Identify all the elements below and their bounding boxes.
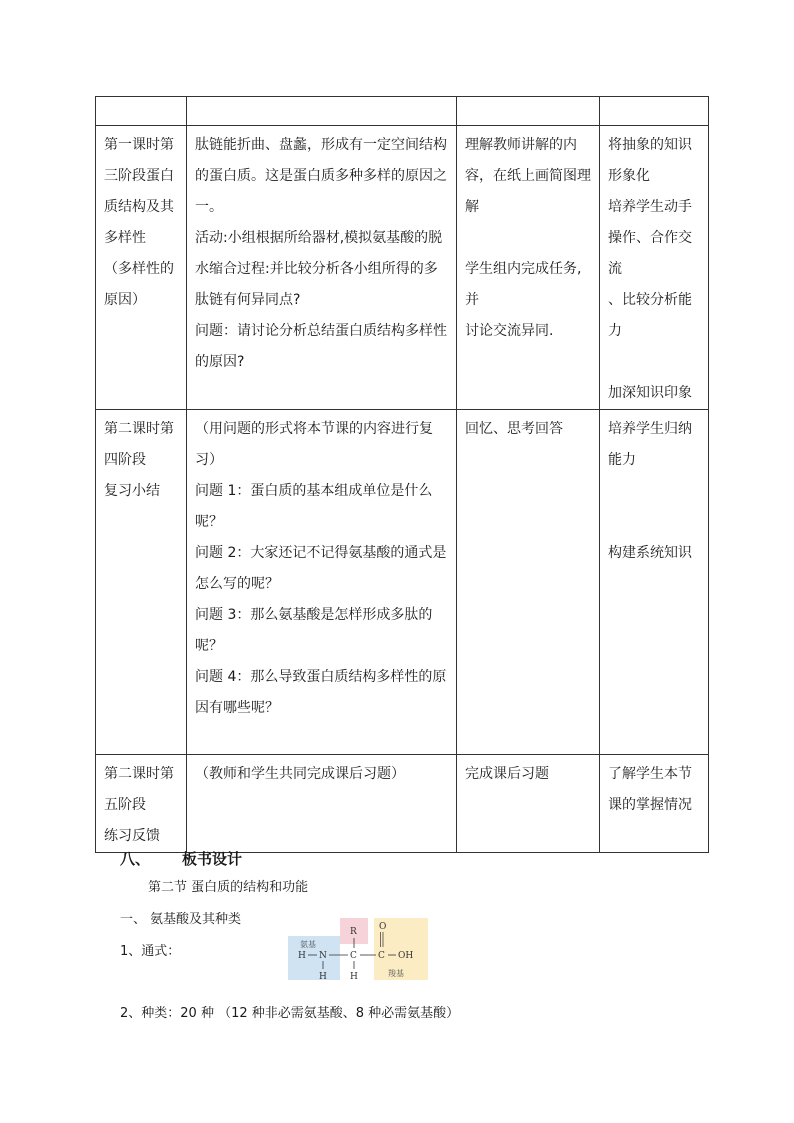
table-row bbox=[96, 410, 709, 755]
student-activity-cell bbox=[457, 410, 600, 755]
cell-text: 怎么写的呢？ bbox=[195, 576, 279, 592]
cell-text: 问题 2：大家还记不记得氨基酸的通式是 bbox=[195, 545, 447, 561]
cell-text: 问题：请讨论分析总结蛋白质结构多样性 bbox=[195, 323, 447, 339]
cell-text: 一。 bbox=[195, 199, 223, 215]
cell-text: 第一课时第 bbox=[104, 137, 174, 153]
cell-text: 的原因? bbox=[195, 354, 245, 370]
cell-text: 复习小结 bbox=[104, 483, 160, 499]
table-cell bbox=[457, 97, 600, 126]
heading-number: 一、 bbox=[120, 912, 147, 927]
cell-text: 水缩合过程:并比较分析各小组所得的多 bbox=[195, 261, 438, 277]
cell-text: 了解学生本节 bbox=[608, 766, 692, 782]
cell-text: 课的掌握情况 bbox=[608, 797, 692, 813]
cell-text: 流 bbox=[608, 261, 622, 277]
teacher-activity-cell bbox=[187, 755, 457, 853]
general-formula-label: 1、通式： bbox=[120, 944, 181, 959]
cell-text: 第二课时第 bbox=[104, 421, 174, 437]
h-atom: H bbox=[298, 951, 306, 961]
cell-text: 加深知识印象 bbox=[608, 385, 692, 401]
cell-text: 肽链能折曲、盘蠡，形成有一定空间结构 bbox=[195, 137, 447, 153]
oh-group: OH bbox=[398, 951, 414, 961]
cell-text: 练习反馈 bbox=[104, 828, 160, 844]
section-number: 八、 bbox=[120, 850, 151, 868]
cell-text: 第二课时第 bbox=[104, 766, 174, 782]
cell-text: 四阶段 bbox=[104, 452, 146, 468]
lesson-plan-table bbox=[95, 96, 709, 853]
table-row bbox=[96, 755, 709, 853]
table-row bbox=[96, 126, 709, 410]
cell-text: 的蛋白质。这是蛋白质多种多样的原因之 bbox=[195, 168, 447, 184]
cell-text: 问题 3：那么氨基酸是怎样形成多肽的 bbox=[195, 607, 433, 623]
cell-text: 原因） bbox=[104, 292, 146, 308]
cell-text: 三阶段蛋白 bbox=[104, 168, 174, 184]
cell-text: 操作、合作交 bbox=[608, 230, 692, 246]
cell-text: 形象化 bbox=[608, 168, 650, 184]
oxygen-atom: O bbox=[379, 922, 387, 932]
cell-text: 肽链有何异同点? bbox=[195, 292, 301, 308]
design-purpose-cell bbox=[600, 410, 709, 755]
carboxyl-label: 羧基 bbox=[388, 969, 404, 978]
stage-cell bbox=[96, 126, 187, 410]
cell-text: 呢？ bbox=[195, 514, 223, 530]
cell-text: 质结构及其 bbox=[104, 199, 174, 215]
c-alpha-atom: C bbox=[350, 951, 357, 961]
cell-text: 问题 4：那么导致蛋白质结构多样性的原 bbox=[195, 669, 447, 685]
cell-text: 完成课后习题 bbox=[465, 766, 549, 782]
cell-text: 多样性 bbox=[104, 230, 146, 246]
heading-amino-acids bbox=[120, 908, 241, 927]
cell-text: 因有哪些呢？ bbox=[195, 700, 279, 716]
amino-acid-structure-diagram bbox=[288, 916, 428, 986]
h-atom-lower-n: H bbox=[319, 972, 327, 982]
board-subtitle: 第二节 蛋白质的结构和功能 bbox=[148, 880, 309, 895]
cell-text: 培养学生动手 bbox=[608, 199, 692, 215]
cell-text: 习） bbox=[195, 452, 223, 468]
teacher-activity-cell bbox=[187, 126, 457, 410]
section-heading bbox=[120, 848, 242, 869]
cell-text: 将抽象的知识 bbox=[608, 137, 692, 153]
cell-text: （多样性的 bbox=[104, 261, 174, 277]
cell-text: （用问题的形式将本节课的内容进行复 bbox=[195, 421, 433, 437]
cell-text: 回忆、思考回答 bbox=[465, 421, 563, 437]
table-cell bbox=[96, 97, 187, 126]
n-atom: N bbox=[319, 951, 327, 961]
cell-text: 学生组内完成任务,并 bbox=[465, 261, 582, 308]
cell-text: 讨论交流异同. bbox=[465, 323, 554, 339]
h-atom-lower-c: H bbox=[350, 972, 358, 982]
cell-text: 活动:小组根据所给器材,模拟氨基酸的脱 bbox=[195, 230, 443, 246]
stage-cell bbox=[96, 755, 187, 853]
teacher-activity-cell bbox=[187, 410, 457, 755]
table-cell bbox=[187, 97, 457, 126]
cell-text: 五阶段 bbox=[104, 797, 146, 813]
r-atom: R bbox=[350, 927, 357, 937]
stage-cell bbox=[96, 410, 187, 755]
cell-text: 力 bbox=[608, 323, 622, 339]
amino-label: 氨基 bbox=[300, 940, 316, 949]
c-carbonyl-atom: C bbox=[378, 951, 385, 961]
table-cell bbox=[600, 97, 709, 126]
section-title: 板书设计 bbox=[182, 850, 243, 868]
cell-text: 能力 bbox=[608, 452, 636, 468]
design-purpose-cell bbox=[600, 755, 709, 853]
cell-text: 、比较分析能 bbox=[608, 292, 692, 308]
student-activity-cell bbox=[457, 755, 600, 853]
amino-acid-types: 2、种类：20 种 （12 种非必需氨基酸、8 种必需氨基酸） bbox=[120, 1006, 460, 1021]
cell-text: 问题 1：蛋白质的基本组成单位是什么 bbox=[195, 483, 433, 499]
student-activity-cell bbox=[457, 126, 600, 410]
table-row bbox=[96, 97, 709, 126]
cell-text: 构建系统知识 bbox=[608, 545, 692, 561]
design-purpose-cell bbox=[600, 126, 709, 410]
heading-text: 氨基酸及其种类 bbox=[150, 912, 242, 927]
cell-text: 培养学生归纳 bbox=[608, 421, 692, 437]
cell-text: （教师和学生共同完成课后习题） bbox=[195, 766, 405, 782]
cell-text: 呢？ bbox=[195, 638, 223, 654]
cell-text: 解 bbox=[465, 199, 479, 215]
cell-text: 理解教师讲解的内 bbox=[465, 137, 577, 153]
cell-text: 容，在纸上画简图理 bbox=[465, 168, 591, 184]
